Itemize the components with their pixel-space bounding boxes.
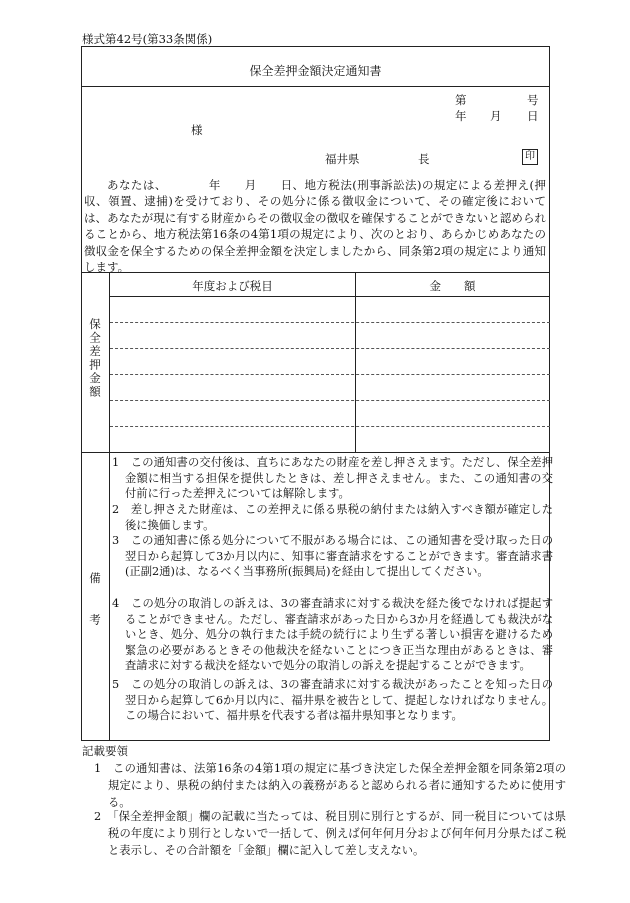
date-day: 日 [527, 109, 539, 123]
amount-row-line [110, 374, 550, 375]
remark-item: 4 この処分の取消しの訴えは、3の審査請求に対する裁決を経た後でなければ提起することができません。ただし、審査請求があった日から3か月を経過しても裁決がないとき、処分、処分の執行または手続の続行により生ずる著しい損害を避けるため緊急の必要があるときその他裁決を経ないことにつき正当な理由があるときは、審査請求に対する裁決を経ないで処分の取消しの訴えを提起することができます。 [112, 597, 553, 673]
remark-item: 3 この通知書に係る処分について不服がある場合には、この通知書を受け取った日の翌日から起算して3か月以内に、知事に審査請求をすることができます。審査請求書(正副2通)は、なるべく当事務所(振興局)を経由して提出してください。 [112, 534, 553, 579]
amount-row-line [110, 400, 550, 401]
amount-row-line [110, 348, 550, 349]
remark-item: 5 この処分の取消しの訴えは、3の審査請求に対する裁決があったことを知った日の翌日から起算して6か月以内に、福井県を被告として、提起しなければなりません。この場合において、福井県を代表する者は福井県知事となります。 [112, 678, 553, 723]
remark-item: 1 この通知書の交付後は、直ちにあなたの財産を差し押さえます。ただし、保全差押金額に相当する担保を提供したときは、差し押さえません。また、この通知書の交付前に行った差押えについては解除します。 [112, 456, 553, 501]
remark-item: 2 差し押さえた財産は、この差押えに係る県税の納付または納入すべき額が確定した後に換価します。 [112, 503, 553, 532]
instruction-item: 2 「保全差押金額」欄の記載に当たっては、税目別に別行とするが、同一税目については県税の年度により別行としないで一括して、例えば何年何月分および何年何月分県たばこ税と表示し、その合計額を「金額」欄に記入して差し支えない。 [94, 810, 566, 857]
col-header-year-tax: 年度および税目 [192, 279, 273, 293]
seal-mark: 印 [522, 149, 538, 165]
instructions-heading: 記載要領 [82, 744, 128, 758]
number-prefix: 第 [455, 93, 467, 107]
date-month: 月 [490, 109, 502, 123]
recipient-suffix: 様 [191, 123, 203, 137]
issuer-title: 長 [418, 152, 430, 166]
issuer-prefecture: 福井県 [325, 152, 360, 166]
form-title: 保全差押金額決定通知書 [249, 64, 382, 78]
notice-body: あなたは、 年 月 日、地方税法(刑事訴訟法)の規定による差押え(押収、領置、逮捕)を受けており、その処分に係る徴収金について、その確定後においては、あなたが現に有する財産からその徴収金の徴収を確保することができないと認められることから、地方税法第16条の4第1項の規定により、次のとおり、あらかじめあなたの徴収金を保全するための保全差押金額を決定しましたから、同条第2項の規定により通知します。 [84, 178, 546, 275]
amount-side-label: 保全差押金額 [88, 318, 102, 399]
number-suffix: 号 [527, 93, 539, 107]
title-divider [81, 86, 550, 87]
side-column-divider [109, 272, 110, 741]
amount-section-top [81, 272, 550, 273]
remarks-section-top [81, 452, 550, 453]
amount-header-divider [109, 296, 550, 297]
remarks-side-label: 備考 [88, 572, 102, 655]
date-year: 年 [455, 109, 467, 123]
instruction-item: 1 この通知書は、法第16条の4第1項の規定に基づき決定した保全差押金額を同条第2項の規定により、県税の納付または納入の義務があると認められる者に通知するために使用する。 [94, 762, 566, 809]
amount-row-line [110, 426, 550, 427]
col-header-amount: 金 額 [429, 279, 476, 293]
amount-row-line [110, 322, 550, 323]
form-number: 様式第42号(第33条関係) [82, 32, 213, 46]
amount-column-divider [355, 272, 356, 452]
